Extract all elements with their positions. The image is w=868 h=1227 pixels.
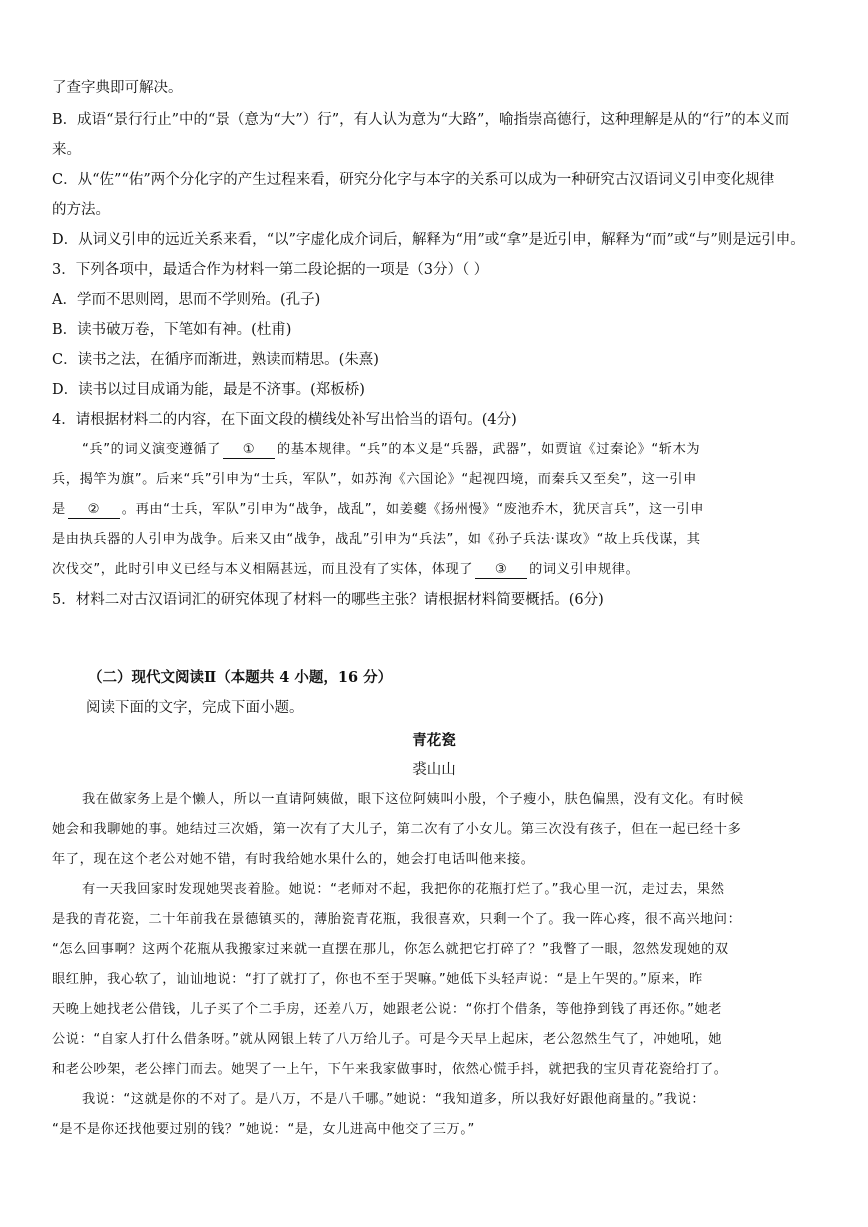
question-5-stem: 5．材料二对古汉语词汇的研究体现了材料一的哪些主张？请根据材料简要概括。(6分) — [52, 592, 604, 608]
question-4-passage-line4: 是由执兵器的人引申为战争。后来又由“战争，战乱”引申为“兵法”，如《孙子兵法·谋攻》“故上兵伐谋，其 — [52, 532, 701, 547]
section-instruction: 阅读下面的文字，完成下面小题。 — [86, 700, 304, 716]
story-line: 我在做家务上是个懒人，所以一直请阿姨做，眼下这位阿姨叫小殷，个子瘦小，肤色偏黑，没有文化。有时候 — [82, 792, 744, 807]
question-3-option-c: C．读书之法，在循序而渐进，熟读而精思。(朱熹) — [52, 352, 379, 368]
story-line: 年了，现在这个老公对她不错，有时我给她水果什么的，她会打电话叫他来接。 — [52, 852, 535, 867]
story-line: 和老公吵架，老公摔门而去。她哭了一上午，下午来我家做事时，依然心慌手抖，就把我的宝贝青花瓷给打了。 — [52, 1062, 728, 1077]
passage-text: 的词义引申规律。 — [529, 562, 640, 577]
passage-text: 是 — [52, 502, 66, 517]
story-line: “怎么回事啊？这两个花瓶从我搬家过来就一直摆在那儿，你怎么就把它打碎了？”我瞥了一眼，忽然发现她的双 — [52, 942, 729, 957]
question-4-passage-line5 — [52, 560, 822, 580]
story-author: 裘山山 — [412, 762, 456, 778]
passage-text: “兵”的词义演变遵循了 — [82, 442, 221, 457]
story-line: 有一天我回家时发现她哭丧着脸。她说：“老师对不起，我把你的花瓶打烂了。”我心里一沉，走过去，果然 — [82, 882, 725, 897]
fill-blank-1[interactable]: ① — [223, 442, 275, 459]
question-4-passage-line1 — [82, 440, 822, 460]
question-3-option-a: A．学而不思则罔，思而不学则殆。(孔子) — [52, 292, 321, 308]
story-line: 是我的青花瓷，二十年前我在景德镇买的，薄胎瓷青花瓶，我很喜欢，只剩一个了。我一阵心疼，很不高兴地问： — [52, 912, 742, 927]
option-b-line1: B．成语“景行行止”中的“景（意为“大”）行”，有人认为意为“大路”，喻指崇高德行，这种理解是从的“行”的本义而 — [52, 112, 790, 128]
story-line: “是不是你还找他要过别的钱？”她说：“是，女儿进高中他交了三万。” — [52, 1122, 475, 1137]
question-3-option-b: B．读书破万卷，下笔如有神。(杜甫) — [52, 322, 292, 338]
question-4-passage-line3 — [52, 500, 822, 520]
question-3-stem: 3．下列各项中，最适合作为材料一第二段论据的一项是（3分）（ ） — [52, 262, 489, 278]
option-c-line2: 的方法。 — [52, 202, 110, 218]
option-b-line2: 来。 — [52, 142, 81, 158]
story-line: 我说：“这就是你的不对了。是八万，不是八千哪。”她说：“我知道多，所以我好好跟他商量的。”我说： — [82, 1092, 706, 1107]
story-line: 眼红肿，我心软了，讪讪地说：“打了就打了，你也不至于哭嘛。”她低下头轻声说：“是上午哭的。”原来，昨 — [52, 972, 703, 987]
fill-blank-2[interactable]: ② — [68, 502, 120, 519]
option-c-line1: C．从“佐”“佑”两个分化字的产生过程来看，研究分化字与本字的关系可以成为一种研究古汉语词义引申变化规律 — [52, 172, 775, 188]
question-4-stem: 4．请根据材料二的内容，在下面文段的横线处补写出恰当的语句。(4分) — [52, 412, 517, 428]
section-heading: （二）现代文阅读Ⅱ（本题共 4 小题，16 分） — [88, 669, 393, 686]
story-line: 她会和我聊她的事。她结过三次婚，第一次有了大儿子，第二次有了小女儿。第三次没有孩子，但在一起已经十多 — [52, 822, 742, 837]
question-4-passage-line2: 兵，揭竿为旗”。后来“兵”引申为“士兵，军队”，如苏洵《六国论》“起视四境，而秦兵又至矣”，这一引申 — [52, 472, 697, 487]
passage-text: 次伐交”，此时引申义已经与本义相隔甚远，而且没有了实体，体现了 — [52, 562, 474, 577]
passage-text: 。再由“士兵，军队”引申为“战争，战乱”，如姜夔《扬州慢》“废池乔木，犹厌言兵”，这一引申 — [121, 502, 705, 517]
material-tail: 了查字典即可解决。 — [52, 80, 183, 96]
option-d-line1: D．从词义引申的远近关系来看，“以”字虚化成介词后，解释为“用”或“拿”是近引申，解释为“而”或“与”则是远引申。 — [52, 232, 805, 248]
question-3-option-d: D．读书以过目成诵为能，最是不济事。(郑板桥) — [52, 382, 365, 398]
story-line: 公说：“自家人打什么借条呀。”就从网银上转了八万给儿子。可是今天早上起床，老公忽然生气了，冲她吼，她 — [52, 1032, 723, 1047]
story-title: 青花瓷 — [412, 732, 456, 749]
fill-blank-3[interactable]: ③ — [475, 562, 527, 579]
story-line: 天晚上她找老公借钱，儿子买了个二手房，还差八万，她跟老公说：“你打个借条，等他挣到钱了再还你。”她老 — [52, 1002, 723, 1017]
passage-text: 的基本规律。“兵”的本义是“兵器，武器”，如贾谊《过秦论》“斩木为 — [276, 442, 701, 457]
